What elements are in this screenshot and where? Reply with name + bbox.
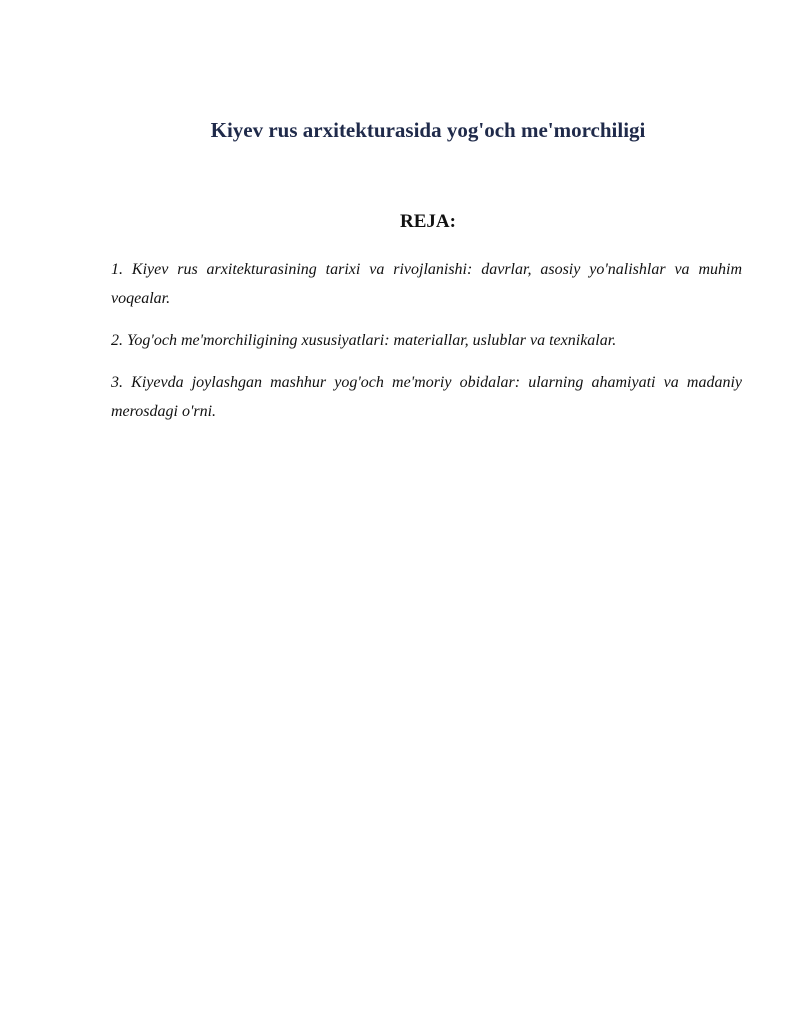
document-title: Kiyev rus arxitekturasida yog'och me'morchiligi <box>210 118 646 142</box>
plan-list <box>111 255 742 439</box>
plan-item-3: 3. Kiyevda joylashgan mashhur yog'och me'moriy obidalar: ularning ahamiyati va madaniy merosdagi o'rni. <box>111 374 742 420</box>
plan-item-1: 1. Kiyev rus arxitekturasining tarixi va rivojlanishi: davrlar, asosiy yo'nalishlar va muhim voqealar. <box>111 261 742 307</box>
plan-item-2: 2. Yog'och me'morchiligining xususiyatlari: materiallar, uslublar va texnikalar. <box>111 332 617 349</box>
plan-heading: REJA: <box>400 211 456 232</box>
